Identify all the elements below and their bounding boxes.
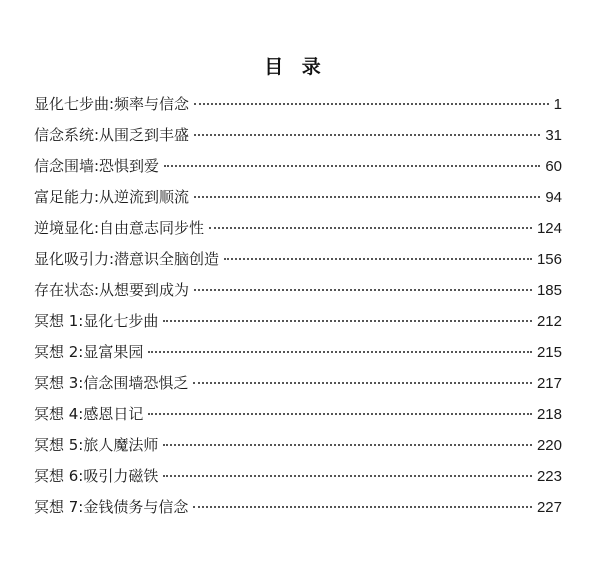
toc-entry-label: 逆境显化:自由意志同步性	[34, 219, 205, 237]
toc-entry[interactable]	[34, 275, 562, 306]
toc-entry-page-number: 60	[545, 158, 562, 175]
toc-entry-label: 富足能力:从逆流到顺流	[34, 188, 190, 206]
toc-entry[interactable]	[34, 244, 562, 275]
toc-entry[interactable]	[34, 213, 562, 244]
toc-entry-page-number: 31	[545, 127, 562, 144]
toc-entry[interactable]	[34, 461, 562, 492]
dot-leader	[148, 351, 532, 353]
toc-entry[interactable]	[34, 492, 562, 523]
toc-entry-label: 冥想 7:金钱债务与信念	[34, 498, 189, 516]
dot-leader	[163, 475, 532, 477]
toc-entry-label: 冥想 5:旅人魔法师	[34, 436, 159, 454]
toc-entry-page-number: 220	[536, 437, 562, 454]
dot-leader	[164, 165, 540, 167]
toc-entry-label: 冥想 1:显化七步曲	[34, 312, 159, 330]
toc-entry-label: 显化七步曲:频率与信念	[34, 95, 190, 113]
toc-entry[interactable]	[34, 151, 562, 182]
dot-leader	[209, 227, 532, 229]
toc-entry-page-number: 218	[536, 406, 562, 423]
dot-leader	[194, 196, 540, 198]
toc-entry-page-number: 156	[536, 251, 562, 268]
toc-entry[interactable]	[34, 306, 562, 337]
toc-entry-page-number: 1	[553, 96, 562, 113]
dot-leader	[163, 444, 532, 446]
toc-entry-label: 存在状态:从想要到成为	[34, 281, 190, 299]
dot-leader	[193, 382, 532, 384]
toc-entry-page-number: 124	[536, 220, 562, 237]
toc-entry-label: 信念围墙:恐惧到爱	[34, 157, 160, 175]
toc-entry-page-number: 185	[536, 282, 562, 299]
toc-entry[interactable]	[34, 182, 562, 213]
toc-entry-page-number: 227	[536, 499, 562, 516]
dot-leader	[163, 320, 532, 322]
toc-entry[interactable]	[34, 89, 562, 120]
toc-entry-label: 显化吸引力:潜意识全脑创造	[34, 250, 220, 268]
dot-leader	[194, 103, 549, 105]
toc-entry-label: 冥想 2:显富果园	[34, 343, 144, 361]
toc-entry-label: 信念系统:从围乏到丰盛	[34, 126, 190, 144]
toc-title: 目 录	[264, 56, 327, 78]
dot-leader	[193, 506, 532, 508]
toc-entry-page-number: 94	[545, 189, 562, 206]
toc-entry-page-number: 212	[536, 313, 562, 330]
toc-entry-page-number: 215	[536, 344, 562, 361]
toc-list	[34, 89, 562, 523]
toc-entry-page-number: 223	[536, 468, 562, 485]
toc-entry[interactable]	[34, 430, 562, 461]
dot-leader	[224, 258, 532, 260]
dot-leader	[194, 289, 532, 291]
toc-entry[interactable]	[34, 120, 562, 151]
toc-entry-label: 冥想 4:感恩日记	[34, 405, 144, 423]
toc-entry[interactable]	[34, 399, 562, 430]
toc-entry[interactable]	[34, 368, 562, 399]
toc-entry-label: 冥想 3:信念围墙恐惧乏	[34, 374, 189, 392]
dot-leader	[194, 134, 540, 136]
toc-entry-label: 冥想 6:吸引力磁铁	[34, 467, 159, 485]
toc-entry[interactable]	[34, 337, 562, 368]
toc-entry-page-number: 217	[536, 375, 562, 392]
dot-leader	[148, 413, 532, 415]
